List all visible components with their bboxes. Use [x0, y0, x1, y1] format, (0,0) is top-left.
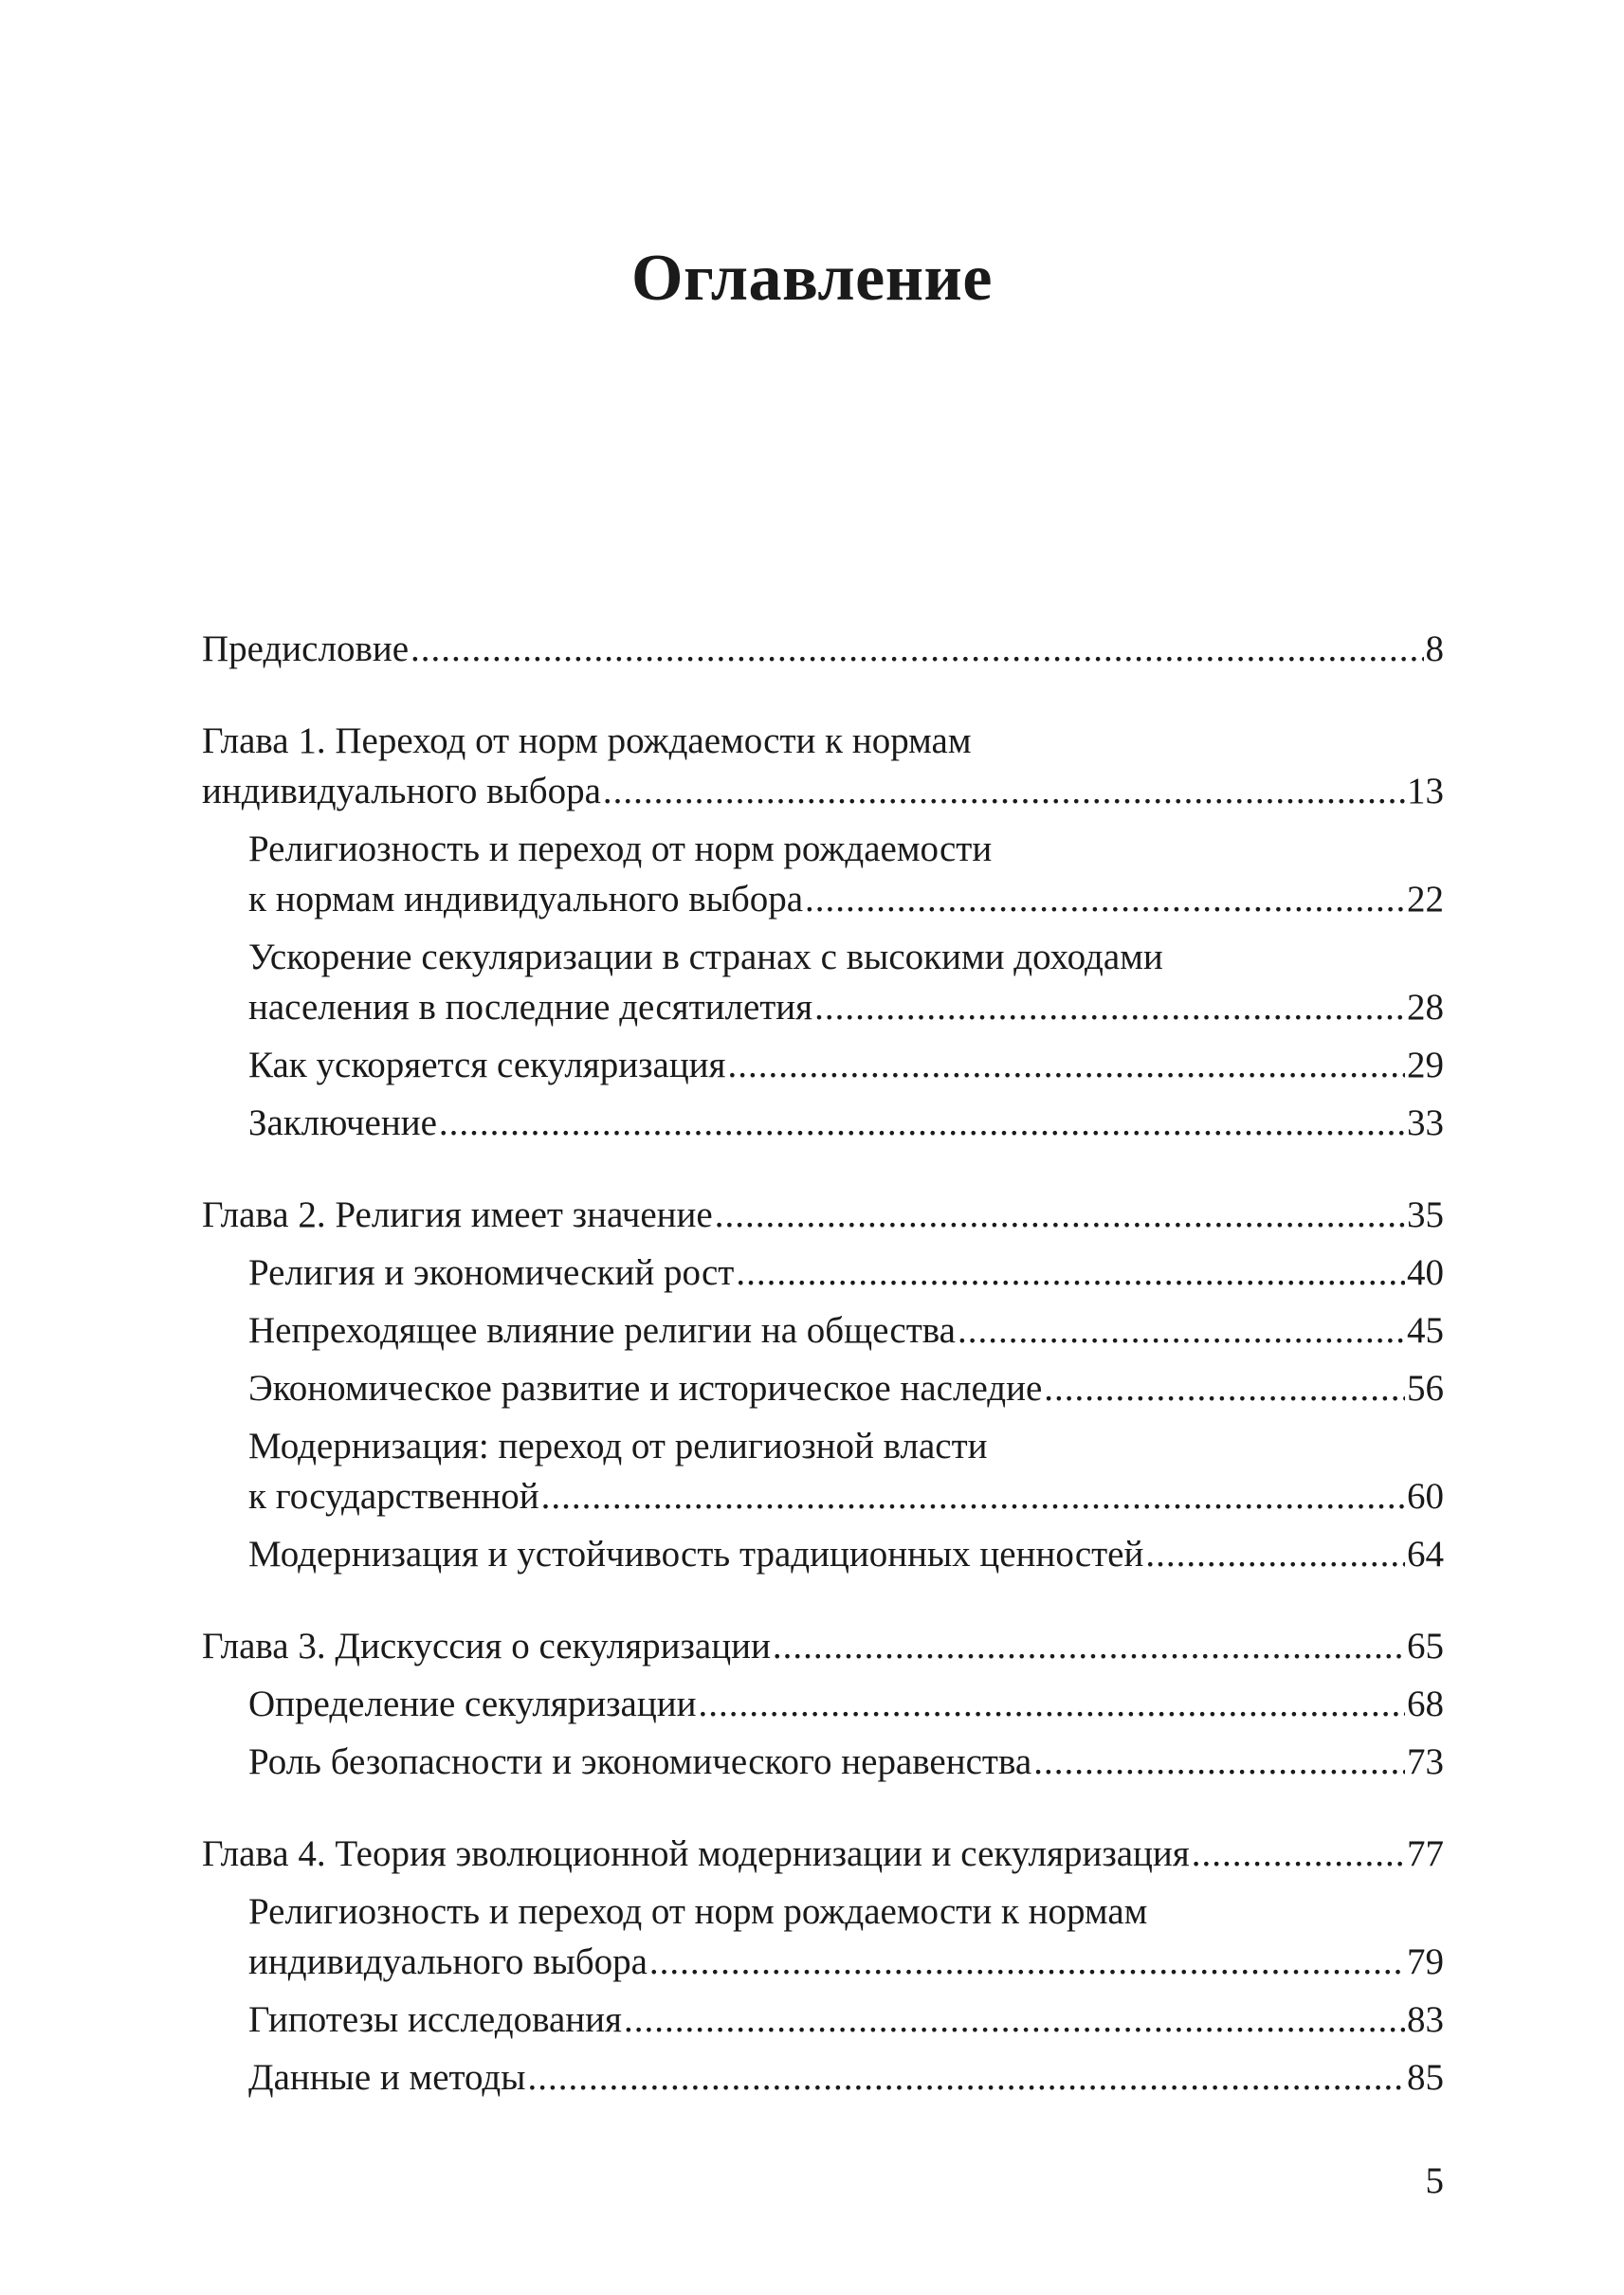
toc-chapter-entry[interactable]: [202, 1621, 1444, 1671]
toc-page-number: 60: [1407, 1476, 1444, 1517]
toc-entry-title: Данные и методы: [248, 2057, 526, 2098]
toc-subsection-entry[interactable]: [202, 1679, 1444, 1729]
toc-entry-title: Модернизация: переход от религиозной власти: [248, 1426, 988, 1466]
dot-leader: [814, 982, 1405, 1032]
toc-group: [202, 624, 1444, 674]
toc-page-number: 35: [1407, 1194, 1444, 1235]
dot-leader: [1145, 1529, 1405, 1579]
toc-subsection-entry[interactable]: [202, 2052, 1444, 2103]
dot-leader: [541, 1471, 1405, 1521]
toc-entry-title: индивидуального выбора: [248, 1941, 648, 1982]
toc-page-number: 65: [1407, 1626, 1444, 1667]
toc-page-number: 8: [1425, 628, 1444, 669]
dot-leader: [411, 624, 1423, 674]
toc-subsection-entry[interactable]: [202, 1421, 1444, 1521]
toc-subsection-entry[interactable]: [202, 1886, 1444, 1987]
dot-leader: [698, 1679, 1405, 1729]
toc-entry-title: Заключение: [248, 1102, 437, 1143]
toc-subsection-entry[interactable]: [202, 1248, 1444, 1298]
dot-leader: [736, 1248, 1405, 1298]
toc-entry-title: Глава 2. Религия имеет значение: [202, 1194, 713, 1235]
toc-entry-title: Глава 1. Переход от норм рождаемости к нормам: [202, 720, 972, 761]
toc-group: [202, 1190, 1444, 1579]
toc-entry-title: населения в последние десятилетия: [248, 987, 813, 1028]
toc-group: [202, 716, 1444, 1148]
toc-page-number: 83: [1407, 1999, 1444, 2040]
toc-page-number: 13: [1407, 771, 1444, 811]
toc-subsection-entry[interactable]: [202, 1098, 1444, 1148]
dot-leader: [958, 1305, 1405, 1356]
toc-entry-title: к нормам индивидуального выбора: [248, 879, 804, 920]
toc-subsection-entry[interactable]: [202, 1040, 1444, 1090]
toc-entry-title: Роль безопасности и экономического неравенства: [248, 1741, 1032, 1782]
toc-entry-title: к государственной: [248, 1476, 539, 1517]
toc-subsection-entry[interactable]: [202, 1363, 1444, 1413]
toc-page-number: 22: [1407, 879, 1444, 920]
dot-leader: [728, 1040, 1406, 1090]
toc-page-number: 77: [1407, 1833, 1444, 1874]
page-number: 5: [1425, 2160, 1444, 2201]
toc-page-number: 79: [1407, 1941, 1444, 1982]
toc-page-number: 45: [1407, 1310, 1444, 1351]
toc-subsection-entry[interactable]: [202, 932, 1444, 1032]
toc-entry-title: индивидуального выбора: [202, 771, 601, 811]
toc-entry-title: Религиозность и переход от норм рождаемости к нормам: [248, 1891, 1148, 1932]
toc-chapter-entry[interactable]: [202, 1829, 1444, 1879]
toc-chapter-entry[interactable]: [202, 624, 1444, 674]
toc-entry-title: Глава 4. Теория эволюционной модернизации и секуляризация: [202, 1833, 1190, 1874]
toc-entry-title: Религиозность и переход от норм рождаемости: [248, 829, 993, 869]
toc-subsection-entry[interactable]: [202, 1737, 1444, 1787]
table-of-contents: [202, 624, 1444, 2144]
toc-chapter-entry[interactable]: [202, 716, 1444, 816]
page-title: Оглавление: [631, 242, 993, 315]
dot-leader: [439, 1098, 1405, 1148]
toc-entry-title: Ускорение секуляризации в странах с высокими доходами: [248, 937, 1163, 977]
toc-entry-title: Глава 3. Дискуссия о секуляризации: [202, 1626, 771, 1667]
toc-page-number: 33: [1407, 1102, 1444, 1143]
toc-page-number: 73: [1407, 1741, 1444, 1782]
toc-entry-title: Экономическое развитие и историческое наследие: [248, 1368, 1043, 1409]
toc-entry-title: Как ускоряется секуляризация: [248, 1045, 726, 1085]
toc-entry-title: Определение секуляризации: [248, 1684, 697, 1724]
toc-page-number: 68: [1407, 1684, 1444, 1724]
dot-leader: [1192, 1829, 1405, 1879]
toc-entry-title: Гипотезы исследования: [248, 1999, 622, 2040]
toc-page-number: 85: [1407, 2057, 1444, 2098]
dot-leader: [603, 766, 1405, 816]
toc-subsection-entry[interactable]: [202, 1529, 1444, 1579]
toc-page-number: 28: [1407, 987, 1444, 1028]
toc-group: [202, 1621, 1444, 1787]
dot-leader: [805, 874, 1405, 924]
dot-leader: [624, 1994, 1405, 2045]
toc-subsection-entry[interactable]: [202, 824, 1444, 924]
toc-entry-title: Предисловие: [202, 628, 410, 669]
dot-leader: [773, 1621, 1405, 1671]
dot-leader: [715, 1190, 1405, 1240]
toc-entry-title: Модернизация и устойчивость традиционных ценностей: [248, 1534, 1144, 1575]
toc-subsection-entry[interactable]: [202, 1994, 1444, 2045]
toc-page-number: 64: [1407, 1534, 1444, 1575]
dot-leader: [1033, 1737, 1405, 1787]
toc-entry-title: Религия и экономический рост: [248, 1252, 735, 1293]
toc-entry-title: Непреходящее влияние религии на общества: [248, 1310, 956, 1351]
toc-group: [202, 1829, 1444, 2103]
dot-leader: [1044, 1363, 1405, 1413]
dot-leader: [649, 1937, 1405, 1987]
toc-chapter-entry[interactable]: [202, 1190, 1444, 1240]
toc-subsection-entry[interactable]: [202, 1305, 1444, 1356]
toc-page-number: 29: [1407, 1045, 1444, 1085]
toc-page-number: 56: [1407, 1368, 1444, 1409]
dot-leader: [527, 2052, 1405, 2103]
toc-page-number: 40: [1407, 1252, 1444, 1293]
